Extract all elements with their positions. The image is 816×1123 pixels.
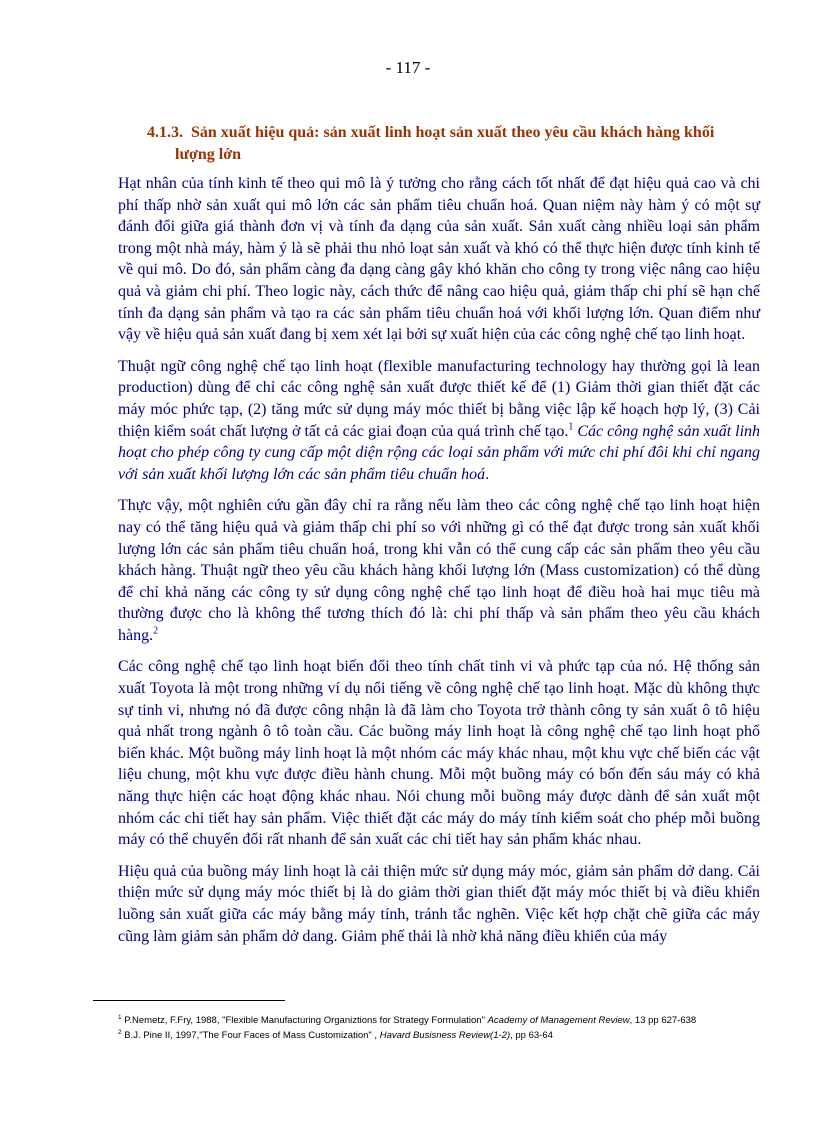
body-text [118,173,760,957]
paragraph-2-italic: Các công nghệ sản xuất linh hoạt cho phép công ty cung cấp một diện rộng các loại sản phẩm với mức chi phí đôi khi chỉ ngang với sản xuất khối lượng lớn các sản phẩm tiêu chuẩn hoá [118,422,761,483]
paragraph-4: Các công nghệ chế tạo linh hoạt biến đổi theo tính chất tinh vi và phức tạp của nó. Hệ thống sản xuất Toyota là một trong những ví dụ nổi tiếng về công nghệ chế tạo linh hoạt. Mặc dù không thực sự tinh vi, nhưng nó đã được công nhận là đã làm cho Toyota trở thành công ty sản xuất ô tô hiệu quả nhất trong ngành ô tô toàn cầu. Các buồng máy linh hoạt là công nghệ chế tạo linh hoạt phổ biến khác. Một buồng máy linh hoạt là một nhóm các máy khác nhau, một khu vực chế biến các vật liệu chung, một khu vực được điều hành chung. Mỗi một buồng máy có bốn đến sáu máy có khả năng thực hiện các hoạt động khác nhau. Nói chung mỗi buồng máy được dành để sản xuất một nhóm các chi tiết hay sản phẩm. Việc thiết đặt các máy do máy tính kiểm soát cho phép mỗi buồng máy có thể chuyển đổi rất nhanh để sản xuất các chi tiết hay sản phẩm khác nhau. [118,658,760,849]
footnote-1-text: P.Nemetz, F.Fry, 1988, "Flexible Manufacturing Organiztions for Strategy Formulation" [124,1015,485,1027]
paragraph-2-end: . [485,465,490,483]
footnote-1-tail: , 13 pp 627-638 [629,1015,697,1027]
footnote-2-journal: Havard Busisness Review(1-2) [379,1030,511,1042]
paragraph-2 [118,356,760,486]
footnote-2-tail: , pp 63-64 [510,1030,553,1042]
footnote-2-text: B.J. Pine II, 1997,"The Four Faces of Mass Customization" , [124,1030,378,1042]
section-title-line1: Sản xuất hiệu quả: sản xuất linh hoạt sản xuất theo yêu cầu khách hàng khối [191,124,715,141]
section-title-line2: lượng lớn [175,146,242,163]
footnote-1-journal: Academy of Management Review [487,1015,630,1027]
footnote-1 [118,1012,758,1027]
paragraph-5: Hiệu quả của buồng máy linh hoạt là cải thiện mức sử dụng máy móc, giảm sản phẩm dở dang. Cải thiện mức sử dụng máy móc thiết bị là do giảm thời gian thiết đặt máy móc thiết bị và điều khiển luồng sản xuất giữa các máy bằng máy tính, tránh tắc nghẽn. Việc kết hợp chặt chẽ giữa các máy cũng làm giảm sản phẩm dở dang. Giảm phế thải là nhờ khả năng điều khiển của máy [118,862,760,945]
footnote-ref-1: 1 [568,421,574,433]
section-heading [147,122,767,166]
section-number: 4.1.3. [147,124,183,141]
footnote-ref-2: 2 [153,625,159,637]
paragraph-2-text: Thuật ngữ công nghệ chế tạo linh hoạt (flexible manufacturing technology hay thường gọi là lean production) dùng để chỉ các công nghệ sản xuất được thiết kế để (1) Giảm thời gian thiết đặt các máy móc phức tạp, (2) tăng mức sử dụng máy móc thiết bị bằng việc lập kế hoạch hợp lý, (3) Cải thiện kiểm soát chất lượng ở tất cả các giai đoạn của quá trình chế tạo. [118,357,760,440]
paragraph-1: Hạt nhân của tính kinh tế theo qui mô là ý tưởng cho rằng cách tốt nhất để đạt hiệu quả cao và chi phí thấp nhờ sản xuất qui mô lớn các sản phẩm tiêu chuẩn hoá. Quan niệm này hàm ý có một sự đánh đổi giữa giá thành đơn vị và tính đa dạng của sản xuất. Sản xuất càng nhiều loại sản phẩm trong một nhà máy, hàm ý là sẽ phải thu nhỏ loạt sản xuất và khó có thể thực hiện được tính kinh tế về qui mô. Do đó, sản phẩm càng đa dạng càng gây khó khăn cho công ty trong việc nâng cao hiệu quả và giảm chi phí. Theo logic này, cách thức để nâng cao hiệu quả, giảm thấp chi phí sẽ hạn chế tính đa dạng sản phẩm và tạo ra các sản phẩm tiêu chuẩn hoá với khối lượng lớn. Quan điểm như vậy về hiệu quả sản xuất đang bị xem xét lại bởi sự xuất hiện của các công nghệ chế tạo linh hoạt. [118,175,760,344]
footnotes [118,1012,758,1042]
footnote-divider [93,1000,285,1001]
page-number: - 117 - [385,58,431,77]
footnote-2 [118,1027,758,1042]
paragraph-3 [118,495,760,646]
paragraph-3-text: Thực vậy, một nghiên cứu gần đây chỉ ra rằng nếu làm theo các công nghệ chế tạo linh hoạt hiện nay có thể tăng hiệu quả và giảm thấp chi phí so với những gì có thể đạt được trong sản xuất khối lượng lớn các sản phẩm tiêu chuẩn hoá, trong khi vẫn có thể cung cấp các sản phẩm theo yêu cầu khách hàng. Thuật ngữ theo yêu cầu khách hàng khối lượng lớn (Mass customization) có thể dùng để chỉ khả năng các công ty sử dụng công nghệ chế tạo linh hoạt để điều hoà hai mục tiêu mà thường được cho là không thể tương thích đó là: chi phí thấp và sản phẩm theo yêu cầu khách hàng. [118,497,760,644]
footnote-2-number: 2 [118,1029,122,1037]
footnote-1-number: 1 [118,1014,122,1021]
